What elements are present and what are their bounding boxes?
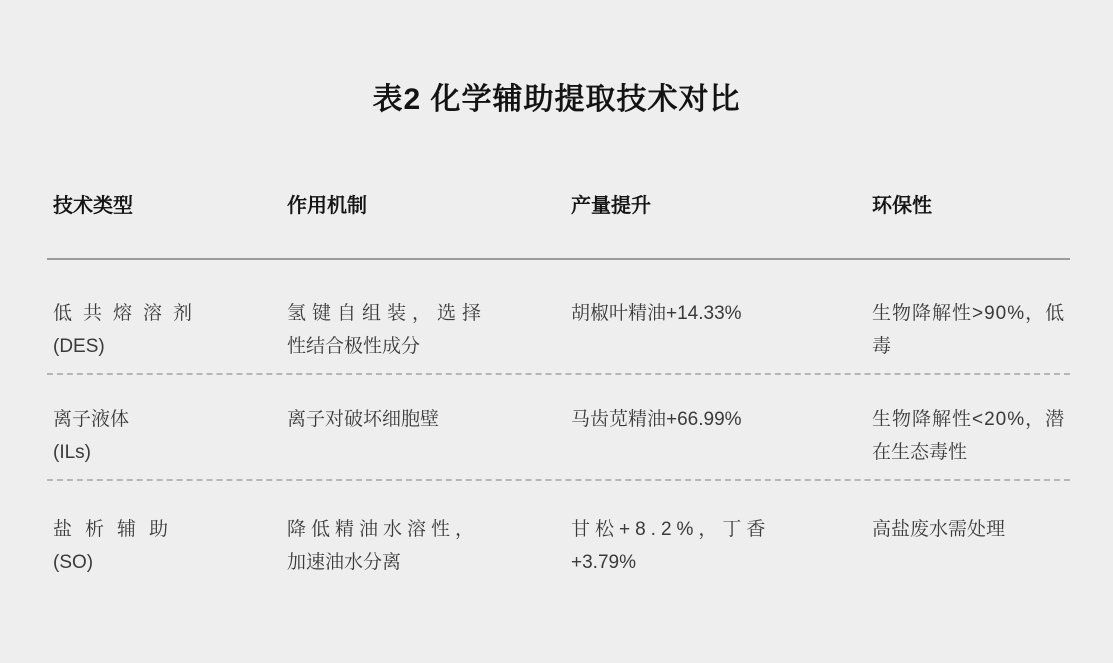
column-header-tech-type: 技术类型	[53, 195, 133, 217]
page-title: 表2 化学辅助提取技术对比	[372, 83, 741, 116]
cell-line: 生物降解性>90%，低	[872, 303, 1066, 324]
cell-line: 在生态毒性	[872, 442, 968, 463]
cell-mechanism	[281, 403, 565, 469]
cell-tech-type	[47, 297, 281, 363]
cell-tech-type	[47, 403, 281, 469]
column-header-yield-boost: 产量提升	[571, 195, 651, 217]
cell-mechanism	[281, 513, 565, 579]
cell-line: 盐析辅助	[53, 519, 182, 540]
cell-line: 低共熔溶剂	[53, 303, 204, 324]
cell-line: 马齿苋精油+66.99%	[571, 409, 742, 430]
table-row-des	[47, 260, 1070, 375]
cell-line: 离子液体	[53, 409, 130, 430]
cell-line: 毒	[872, 336, 892, 357]
table-row-so	[47, 481, 1070, 589]
cell-line: 生物降解性<20%，潜	[872, 409, 1066, 430]
column-header-mechanism: 作用机制	[287, 195, 367, 217]
cell-line: 高盐废水需处理	[872, 519, 1006, 540]
cell-line: 胡椒叶精油+14.33%	[571, 303, 742, 324]
cell-line: 性结合极性成分	[287, 336, 421, 357]
cell-line: 甘松+8.2%，丁香	[571, 519, 771, 540]
cell-line: 氢键自组装，选择	[287, 303, 488, 324]
cell-eco-friendliness	[866, 513, 1070, 579]
cell-line: (SO)	[53, 552, 94, 573]
column-header-eco-friendliness: 环保性	[872, 195, 932, 217]
cell-line: (DES)	[53, 336, 105, 357]
cell-yield-boost	[565, 297, 866, 363]
cell-eco-friendliness	[866, 403, 1070, 469]
cell-eco-friendliness	[866, 297, 1070, 363]
cell-yield-boost	[565, 403, 866, 469]
cell-line: +3.79%	[571, 552, 636, 573]
table-row-ils	[47, 375, 1070, 481]
cell-yield-boost	[565, 513, 866, 579]
cell-line: 加速油水分离	[287, 552, 402, 573]
table-header-row	[47, 195, 1070, 260]
cell-line: 离子对破坏细胞壁	[287, 409, 440, 430]
comparison-table	[47, 195, 1070, 589]
cell-line: 降低精油水溶性，	[287, 519, 480, 540]
cell-tech-type	[47, 513, 281, 579]
cell-mechanism	[281, 297, 565, 363]
cell-line: (ILs)	[53, 442, 91, 463]
